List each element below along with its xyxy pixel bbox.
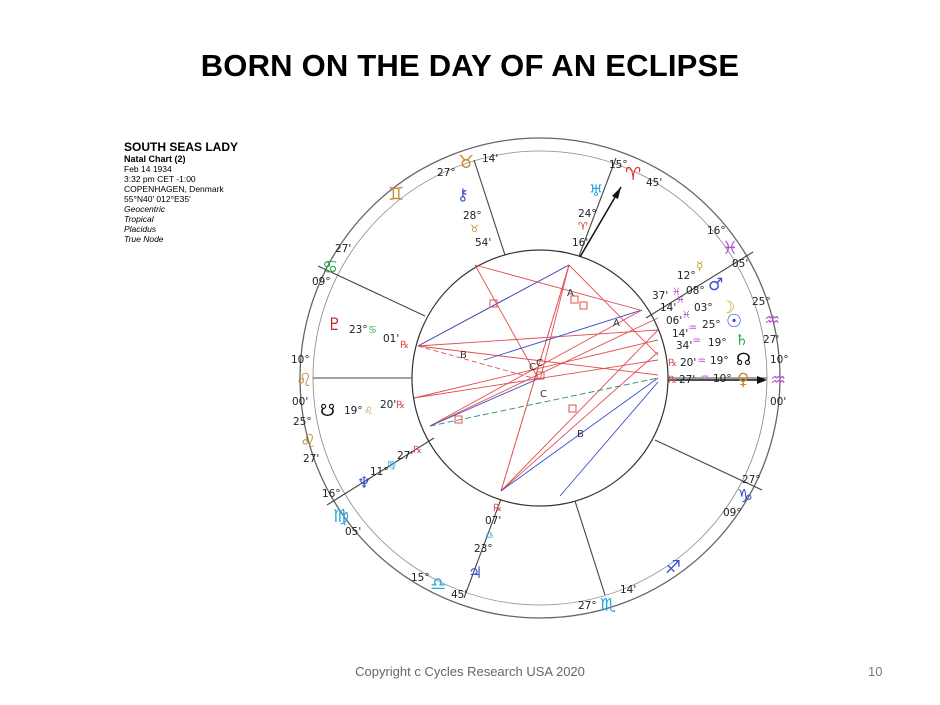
svg-text:♓: ♓ [672, 287, 681, 298]
svg-text:27': 27' [335, 243, 352, 255]
svg-text:12°: 12° [677, 270, 696, 282]
svg-text:♓: ♓ [682, 310, 691, 321]
chart-name: SOUTH SEAS LADY [124, 140, 239, 154]
planet-jupiter [468, 503, 502, 582]
chart-coords: 55°N40' 012°E35' [124, 194, 191, 204]
dsc-arrowhead [757, 376, 767, 384]
planet-south-node [320, 399, 405, 421]
aspect-lines-blue [418, 265, 658, 496]
svg-text:♃: ♃ [468, 563, 483, 582]
svg-text:♌: ♌ [300, 431, 317, 452]
svg-text:A: A [567, 288, 574, 299]
planet-uranus [572, 181, 603, 249]
svg-text:C: C [536, 358, 543, 369]
aspect-lines-red [414, 265, 658, 491]
svg-text:25°: 25° [293, 416, 312, 428]
chart-setting: True Node [124, 234, 164, 244]
svg-text:14': 14' [672, 328, 689, 340]
svg-text:♋: ♋ [322, 257, 339, 278]
svg-text:♋: ♋ [368, 325, 377, 336]
svg-text:C: C [529, 362, 536, 373]
svg-text:℞: ℞ [668, 375, 677, 386]
svg-text:♒: ♒ [700, 373, 709, 384]
svg-text:05': 05' [345, 526, 362, 538]
svg-text:01': 01' [383, 333, 400, 345]
svg-text:♀: ♀ [737, 370, 750, 390]
svg-text:00': 00' [770, 396, 787, 408]
chart-subtitle: Natal Chart (2) [124, 154, 186, 164]
chart-setting: Geocentric [124, 204, 166, 214]
svg-text:♎: ♎ [485, 530, 494, 541]
svg-text:C: C [540, 389, 547, 400]
svg-text:14': 14' [660, 302, 677, 314]
svg-text:♍: ♍ [333, 506, 350, 527]
svg-text:♇: ♇ [327, 315, 343, 335]
svg-text:℞: ℞ [413, 445, 422, 456]
svg-text:15°: 15° [609, 159, 628, 171]
svg-text:34': 34' [676, 340, 693, 352]
svg-text:08°: 08° [686, 285, 705, 297]
svg-text:00': 00' [292, 396, 309, 408]
planet-pluto [327, 315, 409, 351]
svg-text:♍: ♍ [387, 460, 396, 471]
svg-text:23°: 23° [349, 324, 368, 336]
svg-text:19°: 19° [710, 355, 729, 367]
svg-text:07': 07' [485, 515, 502, 527]
svg-text:45': 45' [646, 177, 663, 189]
svg-text:19°: 19° [708, 337, 727, 349]
svg-text:♄: ♄ [735, 331, 749, 349]
svg-text:♅: ♅ [589, 181, 604, 200]
svg-text:B: B [460, 350, 467, 361]
svg-text:♐: ♐ [665, 557, 682, 578]
svg-text:♌: ♌ [364, 406, 373, 417]
svg-text:16°: 16° [322, 488, 341, 500]
svg-text:A: A [613, 318, 620, 329]
svg-text:⚷: ⚷ [457, 185, 469, 204]
copyright-footer: Copyright c Cycles Research USA 2020 [355, 664, 585, 679]
svg-text:♓: ♓ [676, 295, 685, 306]
svg-text:27': 27' [679, 374, 696, 386]
svg-text:24°: 24° [578, 208, 597, 220]
angle-arrows [580, 187, 760, 380]
svg-text:27°: 27° [437, 167, 456, 179]
svg-text:10°: 10° [713, 373, 732, 385]
svg-text:05': 05' [732, 258, 749, 270]
chart-setting: Tropical [124, 214, 154, 224]
svg-text:27': 27' [763, 334, 780, 346]
svg-text:♒: ♒ [692, 336, 701, 347]
svg-text:16°: 16° [707, 225, 726, 237]
svg-text:27°: 27° [578, 600, 597, 612]
svg-text:☊: ☊ [736, 350, 752, 370]
svg-text:20': 20' [680, 357, 697, 369]
svg-text:10°: 10° [291, 354, 310, 366]
svg-text:♌: ♌ [296, 370, 313, 391]
svg-text:♈: ♈ [578, 220, 588, 233]
svg-text:♊: ♊ [388, 184, 405, 205]
svg-text:14': 14' [482, 153, 499, 165]
svg-text:♓: ♓ [722, 238, 739, 259]
svg-text:☋: ☋ [320, 401, 336, 421]
svg-text:11°: 11° [370, 466, 389, 478]
planet-chiron [457, 185, 491, 249]
svg-text:☽: ☽ [720, 298, 736, 318]
chart-time: 3:32 pm CET -1:00 [124, 174, 196, 184]
svg-text:B: B [577, 429, 584, 440]
planet-group-aquarius-pisces [652, 259, 751, 390]
svg-text:♂: ♂ [708, 275, 724, 295]
svg-text:☿: ☿ [696, 259, 704, 273]
svg-text:♒: ♒ [764, 310, 781, 331]
svg-text:23°: 23° [474, 543, 493, 555]
slide-title: BORN ON THE DAY OF AN ECLIPSE [200, 48, 740, 83]
svg-text:15°: 15° [411, 572, 430, 584]
svg-text:45': 45' [451, 589, 468, 601]
mc-arrowhead [612, 187, 621, 199]
svg-text:♉: ♉ [458, 152, 475, 173]
svg-text:28°: 28° [463, 210, 482, 222]
svg-text:℞: ℞ [396, 400, 405, 411]
svg-text:25°: 25° [702, 319, 721, 331]
page-number: 10 [868, 664, 883, 679]
chart-setting: Placidus [124, 224, 157, 234]
svg-text:27': 27' [303, 453, 320, 465]
svg-text:20': 20' [380, 399, 397, 411]
svg-text:25°: 25° [752, 296, 771, 308]
svg-text:10°: 10° [770, 354, 789, 366]
svg-text:♑: ♑ [737, 486, 754, 507]
chart-place: COPENHAGEN, Denmark [124, 184, 224, 194]
svg-text:37': 37' [652, 290, 669, 302]
svg-text:16': 16' [572, 237, 589, 249]
svg-text:♎: ♎ [430, 574, 447, 595]
svg-text:27': 27' [397, 450, 414, 462]
svg-text:06': 06' [666, 315, 683, 327]
svg-text:℞: ℞ [668, 358, 677, 369]
svg-text:♒: ♒ [688, 323, 697, 334]
svg-text:℞: ℞ [493, 503, 502, 514]
chart-date: Feb 14 1934 [124, 164, 172, 174]
svg-text:54': 54' [475, 237, 492, 249]
svg-text:♈: ♈ [625, 164, 642, 185]
svg-text:♒: ♒ [697, 356, 706, 367]
planet-neptune [357, 445, 422, 492]
svg-text:09°: 09° [312, 276, 331, 288]
svg-text:♒: ♒ [770, 370, 787, 391]
svg-text:♆: ♆ [357, 473, 372, 492]
svg-text:♏: ♏ [600, 595, 617, 616]
svg-text:℞: ℞ [400, 340, 409, 351]
svg-text:♉: ♉ [470, 224, 479, 235]
svg-text:☉: ☉ [726, 311, 743, 332]
svg-text:19°: 19° [344, 405, 363, 417]
svg-text:03°: 03° [694, 302, 713, 314]
svg-text:09°: 09° [723, 507, 742, 519]
svg-text:14': 14' [620, 584, 637, 596]
svg-text:27°: 27° [742, 474, 761, 486]
